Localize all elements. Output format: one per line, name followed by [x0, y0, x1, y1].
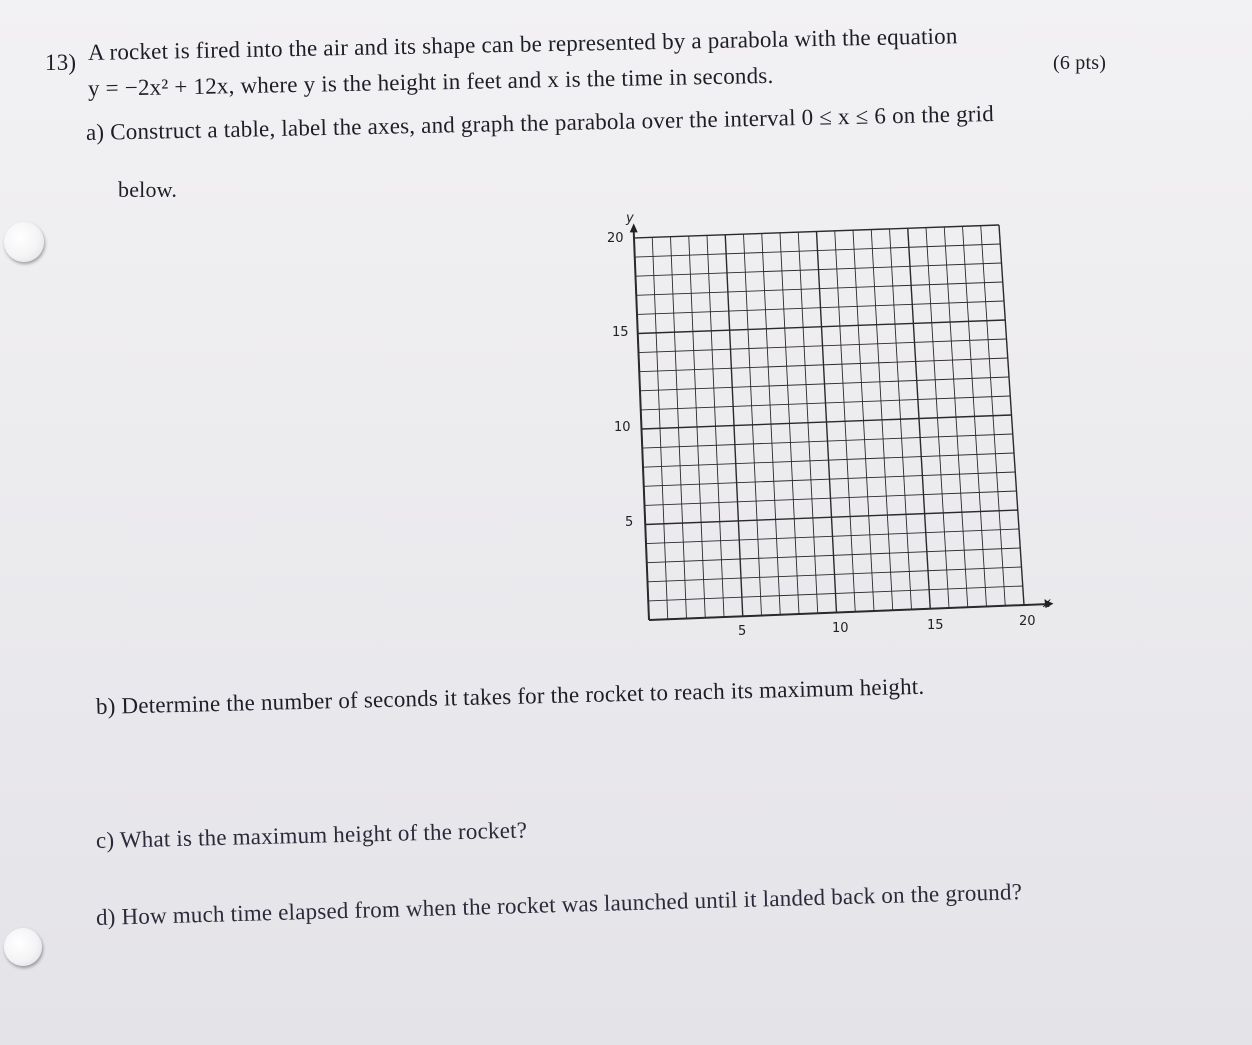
question-text-line2: y = −2x² + 12x, where y is the height in feet and x is the time in seconds.: [87, 62, 774, 101]
y-axis: [634, 230, 649, 620]
y-tick-label: 20: [607, 231, 624, 246]
binder-hole: [4, 928, 42, 966]
y-tick-label: 5: [625, 515, 634, 530]
points-label: (6 pts): [1053, 52, 1107, 74]
part-a-text-line1: a) Construct a table, label the axes, and graph the parabola over the interval 0 ≤ x ≤ 6 on the grid: [85, 100, 995, 145]
binder-hole: [4, 222, 44, 262]
question-text-line1: A rocket is fired into the air and its shape can be represented by a parabola with the equation: [87, 23, 958, 65]
x-axis: [649, 604, 1047, 620]
part-a-text-line2: below.: [118, 177, 178, 202]
question-number: 13): [45, 50, 77, 75]
x-tick-label: 15: [927, 618, 944, 633]
x-tick-label: 20: [1019, 614, 1036, 629]
x-tick-label: 5: [738, 624, 747, 639]
grid-lines: [634, 225, 1024, 620]
y-tick-label: 10: [614, 420, 631, 435]
part-b-text: b) Determine the number of seconds it takes for the rocket to reach its maximum height.: [95, 673, 925, 719]
x-tick-label: 10: [832, 621, 849, 636]
x-axis-name: x: [1043, 596, 1051, 611]
graph-grid[interactable]: [596, 205, 1056, 645]
y-axis-name: y: [626, 211, 634, 226]
y-tick-label: 15: [612, 325, 629, 340]
part-d-text: d) How much time elapsed from when the rocket was launched until it landed back on the ground?: [95, 879, 1023, 930]
part-c-text: c) What is the maximum height of the rocket?: [95, 817, 528, 853]
